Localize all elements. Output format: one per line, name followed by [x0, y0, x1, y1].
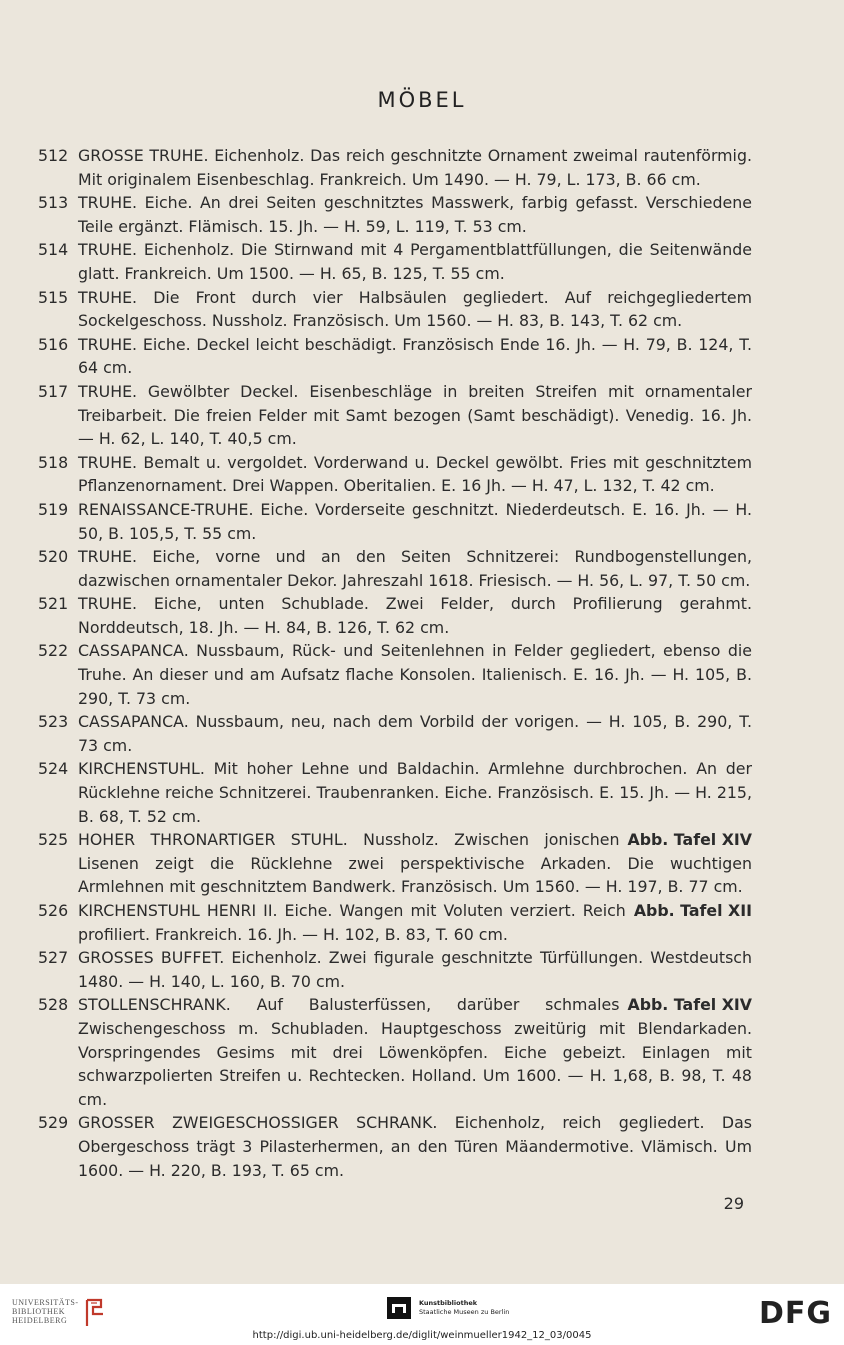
uni-line: BIBLIOTHEK — [12, 1307, 65, 1316]
kunstbibliothek-logo[interactable] — [387, 1297, 509, 1319]
entry-number: 516 — [38, 334, 69, 354]
plate-reference: Abb. Tafel XIV — [627, 995, 752, 1015]
entry-number: 513 — [38, 193, 69, 213]
entry-description: HOHER THRONARTIGER STUHL. Nussholz. Zwischen jonischen Lisenen zeigt die Rücklehne zwei perspektivische Arkaden. Die wuchtigen Armlehnen mit geschnitztem Bandwerk. Französisch. Um 1560. — H. 197, B. 77 cm. — [78, 830, 752, 897]
catalog-entry — [38, 946, 752, 993]
uni-line: HEIDELBERG — [12, 1316, 68, 1325]
catalog-entry — [38, 1111, 752, 1182]
university-library-name — [12, 1298, 79, 1325]
entry-number: 526 — [38, 901, 69, 920]
entry-text-block — [78, 899, 752, 946]
catalog-entry — [38, 828, 752, 899]
entry-text-block — [78, 286, 752, 333]
heidelberg-emblem-icon — [83, 1298, 107, 1328]
entry-text-block — [78, 144, 752, 191]
catalog-entries — [38, 144, 752, 1182]
entry-number: 515 — [38, 287, 69, 307]
entry-description: GROSSES BUFFET. Eichenholz. Zwei figurale geschnitzte Türfüllungen. Westdeutsch 1480. — H. 140, L. 160, B. 70 cm. — [78, 948, 752, 991]
entry-description: TRUHE. Eiche, unten Schublade. Zwei Felder, durch Profilierung gerahmt. Norddeutsch, 18. Jh. — H. 84, B. 126, T. 62 cm. — [78, 594, 752, 637]
entry-text-block — [78, 238, 752, 285]
plate-reference: Abb. Tafel XII — [633, 901, 752, 920]
entry-number: 524 — [38, 759, 69, 779]
uni-line: UNIVERSITÄTS- — [12, 1298, 79, 1307]
footer-bar — [0, 1284, 844, 1345]
catalog-entry — [38, 710, 752, 757]
kunstbibliothek-subtitle: Staatliche Museen zu Berlin — [419, 1308, 510, 1316]
entry-text-block — [78, 191, 752, 238]
catalog-entry — [38, 545, 752, 592]
catalog-entry — [38, 333, 752, 380]
page-heading: MÖBEL — [377, 88, 467, 112]
catalog-entry — [38, 592, 752, 639]
entry-number: 525 — [38, 830, 69, 850]
entry-text-block — [78, 380, 752, 451]
entry-text-block — [78, 639, 752, 710]
entry-text-block — [78, 498, 752, 545]
entry-text-block — [78, 828, 752, 899]
catalog-entry — [38, 899, 752, 946]
entry-description: KIRCHENSTUHL HENRI II. Eiche. Wangen mit Voluten verziert. Reich profiliert. Frankreich. 16. Jh. — H. 102, B. 83, T. 60 cm. — [78, 901, 626, 944]
entry-number: 520 — [38, 547, 69, 567]
entry-number: 517 — [38, 381, 69, 401]
page-url[interactable]: http://digi.ub.uni-heidelberg.de/diglit/weinmueller1942_12_03/0045 — [252, 1330, 592, 1341]
dfg-logo[interactable]: DFG — [758, 1296, 832, 1331]
entry-number: 523 — [38, 712, 69, 732]
catalog-entry — [38, 993, 752, 1111]
plate-reference: Abb. Tafel XIV — [627, 830, 752, 850]
entry-number: 522 — [38, 641, 69, 661]
entry-description: TRUHE. Eiche. An drei Seiten geschnitztes Masswerk, farbig gefasst. Verschiedene Teile ergänzt. Flämisch. 15. Jh. — H. 59, L. 119, T. 53 cm. — [78, 193, 752, 236]
catalog-entry — [38, 639, 752, 710]
entry-text-block — [78, 451, 752, 498]
entry-description: GROSSER ZWEIGESCHOSSIGER SCHRANK. Eichenholz, reich gegliedert. Das Obergeschoss trägt 3 Pilasterhermen, an den Türen Mäandermotive. Vlämisch. Um 1600. — H. 220, B. 193, T. 65 cm. — [78, 1113, 752, 1180]
entry-number: 518 — [38, 452, 69, 472]
entry-description: STOLLENSCHRANK. Auf Balusterfüssen, darüber schmales Zwischengeschoss m. Schubladen. Hauptgeschoss zweitürig mit Blendarkaden. Vorspringendes Gesims mit drei Löwenköpfen. Eiche gebeizt. Einlagen mit schwarzpolierten Streifen u. Rechtecken. Holland. Um 1600. — H. 1,68, B. 98, T. 48 cm. — [78, 995, 752, 1109]
entry-number: 514 — [38, 240, 69, 260]
entry-text-block — [78, 333, 752, 380]
entry-number: 527 — [38, 948, 69, 968]
catalog-entry — [38, 380, 752, 451]
catalog-entry — [38, 451, 752, 498]
catalog-entry — [38, 498, 752, 545]
entry-description: TRUHE. Gewölbter Deckel. Eisenbeschläge in breiten Streifen mit ornamentaler Treibarbeit. Die freien Felder mit Samt bezogen (Samt beschädigt). Venedig. 16. Jh. — H. 62, L. 140, T. 40,5 cm. — [78, 381, 752, 449]
entry-text-block — [78, 1111, 752, 1182]
entry-description: TRUHE. Eiche. Deckel leicht beschädigt. Französisch Ende 16. Jh. — H. 79, B. 124, T. 64 cm. — [78, 334, 752, 378]
catalog-entry — [38, 757, 752, 828]
kunstbibliothek-emblem-icon — [387, 1297, 411, 1319]
entry-text-block — [78, 545, 752, 592]
page-number: 29 — [723, 1194, 744, 1213]
entry-text-block — [78, 710, 752, 757]
catalog-entry — [38, 191, 752, 238]
entry-description: GROSSE TRUHE. Eichenholz. Das reich geschnitzte Ornament zweimal rautenförmig. Mit originalem Eisenbeschlag. Frankreich. Um 1490. — H. 79, L. 173, B. 66 cm. — [78, 146, 752, 189]
entry-description: KIRCHENSTUHL. Mit hoher Lehne und Baldachin. Armlehne durchbrochen. An der Rücklehne reiche Schnitzerei. Traubenranken. Eiche. Französisch. E. 15. Jh. — H. 215, B. 68, T. 52 cm. — [78, 759, 752, 826]
entry-description: CASSAPANCA. Nussbaum, neu, nach dem Vorbild der vorigen. — H. 105, B. 290, T. 73 cm. — [78, 712, 752, 755]
entry-text-block — [78, 946, 752, 993]
entry-description: RENAISSANCE-TRUHE. Eiche. Vorderseite geschnitzt. Niederdeutsch. E. 16. Jh. — H. 50, B. 105,5, T. 55 cm. — [78, 499, 752, 543]
kunstbibliothek-title: Kunstbibliothek — [419, 1299, 478, 1307]
entry-description: TRUHE. Die Front durch vier Halbsäulen gegliedert. Auf reichgegliedertem Sockelgeschoss. Nussholz. Französisch. Um 1560. — H. 83, B. 143, T. 62 cm. — [78, 287, 752, 331]
entry-description: TRUHE. Eichenholz. Die Stirnwand mit 4 Pergamentblattfüllungen, die Seitenwände glatt. Frankreich. Um 1500. — H. 65, B. 125, T. 55 cm. — [78, 240, 752, 283]
entry-text-block — [78, 757, 752, 828]
entry-description: TRUHE. Eiche, vorne und an den Seiten Schnitzerei: Rundbogenstellungen, dazwischen ornamentaler Dekor. Jahreszahl 1618. Friesisch. — H. 56, L. 97, T. 50 cm. — [78, 547, 752, 590]
entry-number: 529 — [38, 1113, 69, 1133]
entry-number: 528 — [38, 995, 69, 1015]
entry-description: TRUHE. Bemalt u. vergoldet. Vorderwand u. Deckel gewölbt. Fries mit geschnitztem Pflanzenornament. Drei Wappen. Oberitalien. E. 16 Jh. — H. 47, L. 132, T. 42 cm. — [78, 452, 752, 496]
catalog-entry — [38, 238, 752, 285]
entry-number: 519 — [38, 499, 69, 519]
entry-text-block — [78, 592, 752, 639]
catalog-entry — [38, 286, 752, 333]
entry-number: 521 — [38, 594, 69, 614]
entry-text-block — [78, 993, 752, 1111]
university-library-logo[interactable] — [12, 1298, 107, 1328]
entry-description: CASSAPANCA. Nussbaum, Rück- und Seitenlehnen in Felder gegliedert, ebenso die Truhe. An dieser und am Aufsatz flache Konsolen. Italienisch. E. 16. Jh. — H. 105, B. 290, T. 73 cm. — [78, 641, 752, 708]
catalog-entry — [38, 144, 752, 191]
entry-number: 512 — [38, 146, 69, 165]
